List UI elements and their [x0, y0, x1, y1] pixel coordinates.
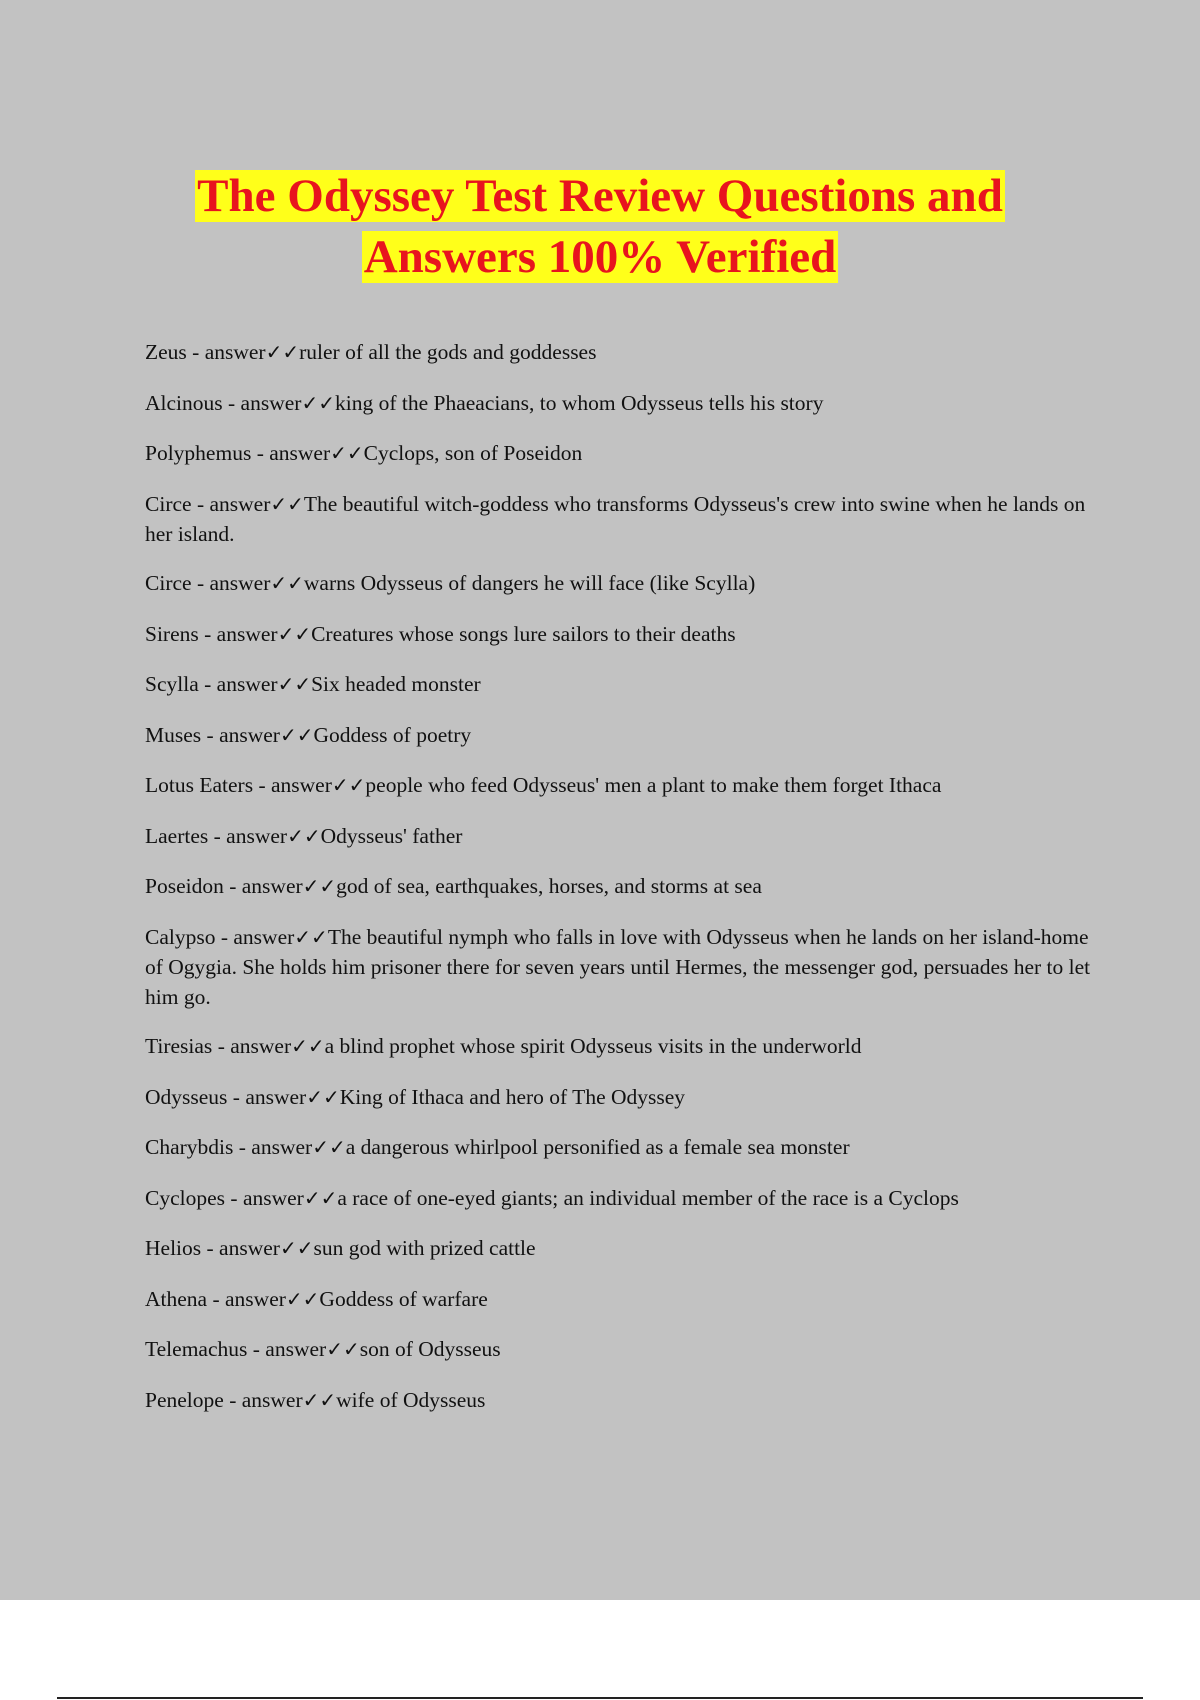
- qa-separator: - answer: [251, 441, 331, 465]
- qa-definition: son of Odysseus: [359, 1337, 501, 1361]
- double-check-icon: ✓✓: [291, 1034, 325, 1058]
- qa-definition: wife of Odysseus: [336, 1387, 486, 1412]
- qa-item: [145, 720, 1095, 751]
- double-check-icon: ✓✓: [287, 823, 321, 848]
- qa-item: [145, 1233, 1095, 1264]
- qa-term: Tiresias: [145, 1034, 213, 1058]
- qa-separator: - answer: [207, 1286, 286, 1311]
- qa-item: [145, 1334, 1095, 1365]
- qa-term: Laertes: [145, 823, 209, 848]
- qa-term: Alcinous: [145, 390, 223, 415]
- qa-term: Athena: [145, 1286, 208, 1311]
- qa-separator: - answer: [198, 672, 278, 696]
- qa-definition: Odysseus' father: [320, 823, 463, 848]
- qa-definition: Six headed monster: [311, 672, 481, 696]
- qa-item: [145, 922, 1095, 1012]
- qa-item: [145, 1132, 1095, 1163]
- qa-definition: god of sea, earthquakes, horses, and storms at sea: [336, 874, 762, 898]
- qa-term: Telemachus: [145, 1337, 248, 1361]
- qa-term: Odysseus: [145, 1084, 228, 1109]
- qa-term: Poseidon: [145, 874, 224, 898]
- double-check-icon: ✓✓: [279, 722, 314, 747]
- qa-separator: - answer: [253, 773, 332, 797]
- double-check-icon: ✓✓: [301, 390, 335, 415]
- qa-separator: - answer: [212, 1034, 292, 1058]
- qa-definition: Cyclops, son of Poseidon: [363, 441, 583, 465]
- qa-item: [145, 1385, 1095, 1416]
- qa-item: [145, 770, 1095, 801]
- qa-item: [145, 388, 1095, 419]
- qa-item: [145, 669, 1095, 700]
- qa-definition: Goddess of poetry: [313, 722, 472, 747]
- qa-separator: - answer: [208, 823, 288, 848]
- qa-separator: - answer: [225, 1185, 304, 1210]
- qa-term: Sirens: [145, 621, 199, 646]
- qa-definition: King of Ithaca and hero of The Odyssey: [339, 1084, 686, 1109]
- qa-item: [145, 1082, 1095, 1113]
- footer-rule: [57, 1697, 1143, 1699]
- qa-term: Circe: [145, 491, 192, 516]
- qa-term: Zeus: [145, 340, 187, 364]
- qa-separator: - answer: [223, 1387, 303, 1412]
- double-check-icon: ✓✓: [302, 874, 337, 898]
- qa-separator: - answer: [247, 1337, 327, 1361]
- qa-definition: a dangerous whirlpool personified as a female sea monster: [345, 1135, 850, 1159]
- double-check-icon: ✓✓: [277, 672, 312, 696]
- double-check-icon: ✓✓: [330, 441, 364, 465]
- qa-separator: - answer: [215, 924, 295, 949]
- qa-item: [145, 337, 1095, 368]
- qa-definition: ruler of all the gods and goddesses: [299, 340, 597, 364]
- qa-item: [145, 1031, 1095, 1062]
- qa-definition: The beautiful nymph who falls in love with Odysseus when he lands on her island-home of Ogygia. She holds him prisoner there for seven years until Hermes, the messenger god, persuades her to let him go.: [145, 924, 1091, 1009]
- qa-term: Calypso: [145, 924, 216, 949]
- qa-definition: Creatures whose songs lure sailors to their deaths: [311, 621, 736, 646]
- double-check-icon: ✓✓: [265, 340, 300, 364]
- qa-term: Muses: [145, 722, 202, 747]
- qa-definition: The beautiful witch-goddess who transforms Odysseus's crew into swine when he lands on her island.: [145, 491, 1086, 546]
- qa-separator: - answer: [201, 1236, 280, 1260]
- qa-term: Helios: [145, 1236, 202, 1260]
- qa-item: [145, 1284, 1095, 1315]
- double-check-icon: ✓✓: [306, 1084, 340, 1109]
- qa-definition: warns Odysseus of dangers he will face (like Scylla): [303, 571, 756, 595]
- qa-term: Lotus Eaters: [145, 773, 254, 797]
- double-check-icon: ✓✓: [279, 1236, 314, 1260]
- qa-item: [145, 568, 1095, 599]
- qa-definition: Goddess of warfare: [319, 1286, 488, 1311]
- qa-item: [145, 821, 1095, 852]
- qa-separator: - answer: [201, 722, 280, 747]
- qa-item: [145, 489, 1095, 549]
- qa-item: [145, 619, 1095, 650]
- qa-item: [145, 871, 1095, 902]
- qa-separator: - answer: [198, 621, 278, 646]
- qa-separator: - answer: [222, 390, 302, 415]
- double-check-icon: ✓✓: [302, 1387, 337, 1412]
- qa-definition: king of the Phaeacians, to whom Odysseus tells his story: [334, 390, 824, 415]
- qa-item: [145, 438, 1095, 469]
- double-check-icon: ✓✓: [312, 1135, 346, 1159]
- qa-definition: a blind prophet whose spirit Odysseus visits in the underworld: [324, 1034, 862, 1058]
- double-check-icon: ✓✓: [326, 1337, 360, 1361]
- qa-term: Charybdis: [145, 1135, 234, 1159]
- qa-term: Circe: [145, 571, 192, 595]
- qa-term: Cyclopes: [145, 1185, 226, 1210]
- double-check-icon: ✓✓: [285, 1286, 320, 1311]
- qa-term: Polyphemus: [145, 441, 252, 465]
- double-check-icon: ✓✓: [331, 773, 366, 797]
- double-check-icon: ✓✓: [303, 1185, 338, 1210]
- double-check-icon: ✓✓: [277, 621, 312, 646]
- double-check-icon: ✓✓: [270, 491, 304, 516]
- qa-list: [145, 337, 1095, 1435]
- qa-term: Penelope: [145, 1387, 224, 1412]
- qa-definition: people who feed Odysseus' men a plant to make them forget Ithaca: [365, 773, 942, 797]
- qa-separator: - answer: [191, 491, 271, 516]
- qa-separator: - answer: [223, 874, 303, 898]
- qa-item: [145, 1183, 1095, 1214]
- qa-separator: - answer: [191, 571, 271, 595]
- title-line-1: The Odyssey Test Review Questions and: [197, 170, 1003, 222]
- title-line-2: Answers 100% Verified: [363, 231, 837, 283]
- qa-separator: - answer: [233, 1135, 313, 1159]
- qa-definition: sun god with prized cattle: [313, 1236, 536, 1260]
- double-check-icon: ✓✓: [294, 924, 328, 949]
- document-title: [0, 166, 1200, 288]
- qa-separator: - answer: [186, 340, 266, 364]
- double-check-icon: ✓✓: [270, 571, 304, 595]
- qa-separator: - answer: [227, 1084, 307, 1109]
- qa-definition: a race of one-eyed giants; an individual member of the race is a Cyclops: [337, 1185, 959, 1210]
- qa-term: Scylla: [145, 672, 199, 696]
